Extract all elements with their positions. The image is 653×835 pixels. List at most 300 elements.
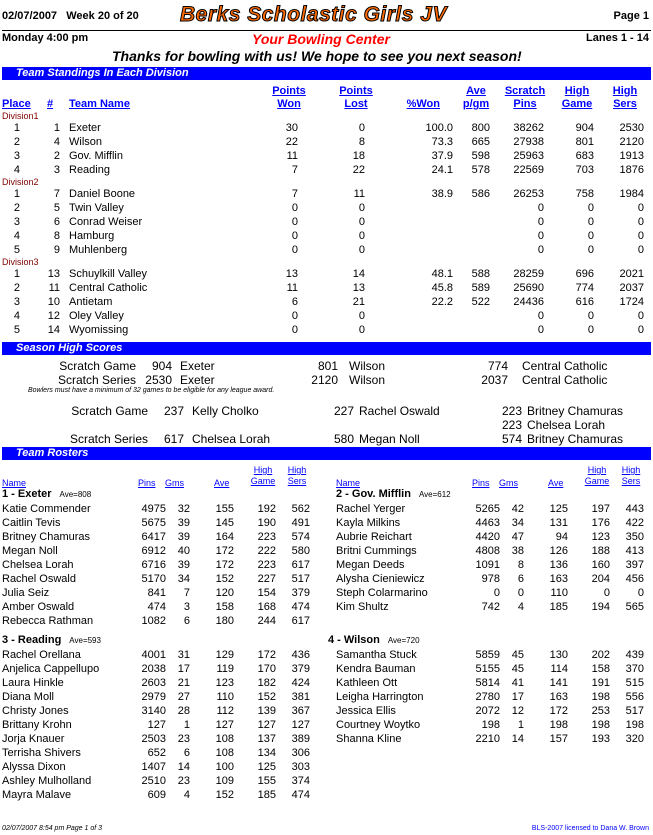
cell-place: 4 [13,310,20,322]
cell-hs: 350 [625,531,644,543]
roster-row [336,600,653,614]
cell-ave: 578 [471,164,490,176]
cell-name: Steph Colarmarino [336,587,428,599]
cell-hg: 0 [587,244,594,256]
standings-row [0,135,653,149]
cell-place: 2 [13,282,20,294]
cell-num: 4 [53,136,60,148]
cell-hs: 1724 [619,296,644,308]
cell-hs: 127 [291,719,310,731]
high-bowler: Megan Noll [359,432,420,446]
cell-pins: 2503 [141,733,166,745]
cell-pins: 2510 [141,775,166,787]
cell-hs: 2037 [619,282,644,294]
roster-row [2,530,322,544]
cell-pins: 652 [147,747,166,759]
high-team: Wilson [349,359,386,373]
cell-ave: 155 [215,503,234,515]
standings-row [0,187,653,201]
high-team: Exeter [180,359,215,373]
cell-name: Britney Chamuras [2,531,91,543]
high-score: 774 [487,359,508,373]
cell-hs: 0 [637,230,644,242]
cell-hg: 193 [591,733,610,745]
cell-gms: 27 [177,691,190,703]
cell-ave: 94 [555,531,568,543]
cell-hs: 1876 [619,164,644,176]
roster-row [336,662,653,676]
cell-name: Chelsea Lorah [2,559,74,571]
cell-pct: 37.9 [431,150,453,162]
cell-ave: 125 [549,503,568,515]
col-ave: Ave p/gm [462,85,490,110]
high-score: 2530 [145,373,172,387]
team-series-label: Scratch Series [57,373,136,387]
rosters-bar: Team Rosters [2,447,651,460]
cell-gms: 34 [177,573,190,585]
cell-num: 6 [53,216,60,228]
cell-hs: 198 [625,719,644,731]
cell-hg: 696 [575,268,594,280]
cell-name: Terrisha Shivers [2,747,81,759]
cell-gms: 23 [177,733,190,745]
roster-row [2,690,322,704]
cell-pins: 2210 [475,733,500,745]
cell-hg: 185 [257,789,276,801]
cell-hs: 491 [291,517,310,529]
cell-hg: 134 [257,747,276,759]
cell-pins: 5265 [475,503,500,515]
cell-ave: 130 [549,649,568,661]
standings-row [0,229,653,243]
cell-name: Courtney Woytko [336,719,421,731]
cell-name: Diana Moll [2,691,54,703]
cell-hs: 374 [291,775,310,787]
col-gms: Gms [165,478,184,488]
cell-hg: 182 [257,677,276,689]
cell-hs: 0 [637,202,644,214]
col-high-series: High Sers [612,85,638,110]
cell-place: 4 [13,164,20,176]
team-name: 1 - Exeter [2,488,52,500]
cell-gms: 38 [511,545,524,557]
division-label: Division2 [2,177,39,187]
cell-ave: 158 [215,601,234,613]
cell-ave: 152 [215,789,234,801]
cell-won: 11 [286,150,298,162]
standings-row [0,295,653,309]
high-bowler: Britney Chamuras [527,432,624,446]
cell-lost: 21 [352,296,365,308]
cell-name: Aubrie Reichart [336,531,412,543]
cell-lost: 0 [358,324,365,336]
cell-hs: 565 [625,601,644,613]
cell-team: Wilson [69,136,103,148]
cell-team: Muhlenberg [69,244,128,256]
cell-gms: 4 [183,789,190,801]
col-num: # [47,98,54,110]
cell-hg: 683 [575,150,594,162]
roster-row [336,718,653,732]
cell-hg: 616 [575,296,594,308]
cell-num: 2 [53,150,60,162]
cell-pins: 2072 [475,705,500,717]
cell-team: Daniel Boone [69,188,136,200]
roster-row [2,718,322,732]
cell-lost: 14 [352,268,365,280]
cell-hs: 2120 [619,136,644,148]
cell-hs: 424 [291,677,310,689]
cell-ave: 110 [550,587,568,599]
cell-num: 11 [48,282,60,294]
cell-ave: 598 [471,150,490,162]
col-name: Name [336,478,361,488]
roster-row [2,676,322,690]
cell-hs: 367 [291,705,310,717]
cell-hs: 306 [291,747,310,759]
team-title [336,488,451,500]
cell-pins: 609 [147,789,166,801]
high-team: Central Catholic [522,359,608,373]
team-title [328,634,420,646]
cell-place: 3 [13,296,20,308]
cell-ave: 198 [549,719,568,731]
cell-pins: 742 [481,601,500,613]
cell-lost: 0 [358,310,365,322]
cell-num: 8 [53,230,60,242]
cell-ave: 522 [471,296,490,308]
cell-hg: 139 [257,705,276,717]
cell-ave: 152 [215,573,234,585]
cell-hs: 422 [625,517,644,529]
day-time: Monday 4:00 pm [2,32,89,44]
cell-hg: 198 [591,719,610,731]
cell-place: 1 [13,268,20,280]
cell-gms: 45 [511,663,524,675]
ind-series-label: Scratch Series [69,432,148,446]
cell-hs: 0 [637,310,644,322]
col-team: Team Name [69,98,130,110]
high-bowler: Rachel Oswald [359,404,440,418]
cell-hg: 253 [591,705,610,717]
roster-row [2,662,322,676]
cell-hg: 194 [591,601,610,613]
cell-hg: 202 [591,649,610,661]
cell-ave: 172 [215,545,234,557]
cell-ave: 164 [215,531,234,543]
cell-gms: 14 [511,733,524,745]
cell-name: Caitlin Tevis [2,517,61,529]
roster-row [2,544,322,558]
cell-pins: 1091 [475,559,500,571]
cell-place: 5 [13,244,20,256]
col-high-game: High Game [250,465,276,486]
eligibility-note: Bowlers must have a minimum of 32 games to be eligible for any league award. [28,387,275,394]
cell-pins: 841 [147,587,166,599]
roster-row [2,516,322,530]
cell-gms: 45 [511,649,524,661]
cell-ave: 180 [215,615,234,627]
roster-row [2,502,322,516]
cell-gms: 0 [517,587,524,599]
cell-name: Megan Deeds [336,559,405,571]
cell-ave: 100 [215,761,234,773]
cell-gms: 1 [517,719,524,731]
cell-pins: 0 [537,230,544,242]
roster-row [336,648,653,662]
cell-won: 13 [285,268,298,280]
roster-row [2,704,322,718]
cell-pins: 6912 [141,545,166,557]
roster-row [336,732,653,746]
cell-lost: 0 [358,202,365,214]
col-pins: Pins [472,478,490,488]
cell-ave: 586 [471,188,490,200]
cell-pins: 127 [147,719,166,731]
cell-hg: 0 [587,202,594,214]
cell-ave: 665 [471,136,490,148]
roster-row [336,530,653,544]
cell-hg: 127 [257,719,276,731]
roster-row [336,544,653,558]
roster-row [2,732,322,746]
cell-gms: 7 [183,587,190,599]
cell-num: 9 [53,244,60,256]
team-average: Ave=720 [387,636,420,645]
cell-hg: 125 [257,761,276,773]
cell-name: Christy Jones [2,705,69,717]
cell-lost: 13 [352,282,365,294]
cell-gms: 8 [517,559,524,571]
cell-place: 5 [13,324,20,336]
cell-gms: 28 [177,705,190,717]
cell-gms: 1 [183,719,190,731]
col-pins: Pins [138,478,156,488]
cell-hs: 580 [291,545,310,557]
cell-pct: 38.9 [431,188,453,200]
cell-hs: 436 [291,649,310,661]
cell-pct: 48.1 [431,268,453,280]
cell-pins: 28259 [513,268,544,280]
cell-pins: 2979 [141,691,166,703]
cell-gms: 41 [511,677,524,689]
cell-lost: 11 [353,188,365,200]
cell-hg: 774 [575,282,594,294]
cell-hg: 188 [591,545,610,557]
cell-hs: 381 [291,691,310,703]
cell-hs: 0 [637,216,644,228]
cell-name: Mayra Malave [2,789,72,801]
roster-row [2,788,322,802]
cell-name: Alysha Cieniewicz [336,573,425,585]
cell-ave: 157 [549,733,568,745]
cell-won: 7 [291,188,298,200]
cell-gms: 34 [511,517,524,529]
cell-pins: 4975 [141,503,166,515]
roster-row [336,690,653,704]
cell-hg: 191 [591,677,610,689]
roster-row [2,558,322,572]
team-name: 3 - Reading [2,634,62,646]
high-bowler: Chelsea Lorah [527,418,606,432]
team-average: Ave=612 [418,490,451,499]
cell-name: Jorja Knauer [2,733,65,745]
standings-row [0,309,653,323]
cell-won: 11 [286,282,298,294]
cell-ave: 172 [549,705,568,717]
cell-gms: 39 [177,517,190,529]
cell-hg: 223 [257,531,276,543]
cell-name: Samantha Stuck [336,649,417,661]
cell-hg: 176 [591,517,610,529]
cell-team: Wyomissing [69,324,129,336]
cell-won: 30 [285,122,298,134]
cell-pins: 5814 [475,677,500,689]
cell-gms: 14 [177,761,190,773]
high-score: 574 [501,432,522,446]
cell-name: Rachel Yerger [336,503,406,515]
high-score: 227 [333,404,354,418]
cell-pins: 27938 [513,136,544,148]
report-date: 02/07/2007 Week 20 of 20 [2,10,139,22]
cell-team: Hamburg [69,230,115,242]
cell-pct: 22.2 [431,296,453,308]
standings-row [0,281,653,295]
cell-pins: 4463 [475,517,500,529]
cell-hg: 0 [587,216,594,228]
roster-row [2,600,322,614]
cell-num: 14 [47,324,60,336]
cell-pins: 474 [147,601,166,613]
cell-hs: 517 [291,573,310,585]
cell-team: Gov. Mifflin [69,150,123,162]
cell-name: Rebecca Rathman [2,615,94,627]
cell-gms: 4 [517,601,524,613]
team-name: 4 - Wilson [328,634,380,646]
cell-name: Ashley Mulholland [2,775,92,787]
col-high-game: High Game [584,465,610,486]
cell-place: 3 [13,150,20,162]
cell-pins: 26253 [513,188,544,200]
cell-ave: 163 [549,691,568,703]
cell-lost: 0 [358,122,365,134]
cell-hg: 204 [591,573,610,585]
cell-pins: 25690 [513,282,544,294]
cell-hs: 556 [625,691,644,703]
season-high-bar: Season High Scores [2,342,651,355]
standings-row [0,163,653,177]
cell-name: Rachel Orellana [2,649,81,661]
cell-ave: 126 [549,545,568,557]
division-label: Division3 [2,257,39,267]
cell-ave: 110 [216,691,234,703]
cell-hg: 172 [257,649,276,661]
cell-ave: 131 [549,517,568,529]
cell-hs: 303 [291,761,310,773]
cell-pins: 4420 [475,531,500,543]
standings-row [0,149,653,163]
team-average: Ave=808 [59,490,92,499]
cell-name: Anjelica Cappellupo [2,663,100,675]
cell-hs: 389 [291,733,310,745]
cell-hs: 474 [291,789,310,801]
cell-gms: 6 [183,615,190,627]
high-bowler: Kelly Cholko [192,404,259,418]
cell-place: 2 [13,202,20,214]
cell-num: 7 [53,188,60,200]
cell-hs: 320 [625,733,644,745]
cell-ave: 141 [549,677,568,689]
cell-hg: 0 [587,324,594,336]
cell-hs: 574 [291,531,310,543]
cell-ave: 172 [215,559,234,571]
cell-hg: 192 [257,503,276,515]
cell-name: Jessica Ellis [336,705,396,717]
cell-ave: 112 [216,705,234,717]
standings-row [0,215,653,229]
cell-team: Schuylkill Valley [69,268,148,280]
cell-ave: 129 [215,649,234,661]
roster-row [2,572,322,586]
cell-hs: 617 [291,559,310,571]
cell-hg: 158 [591,663,610,675]
cell-ave: 185 [549,601,568,613]
cell-hs: 0 [637,587,644,599]
cell-num: 12 [47,310,60,322]
cell-num: 13 [47,268,60,280]
cell-name: Kathleen Ott [336,677,398,689]
cell-lost: 0 [358,216,365,228]
cell-hg: 222 [257,545,276,557]
cell-won: 0 [291,244,298,256]
cell-hg: 160 [591,559,610,571]
cell-pins: 2603 [141,677,166,689]
standings-row [0,243,653,257]
col-gms: Gms [499,478,518,488]
cell-gms: 21 [177,677,190,689]
col-scratch-pins: Scratch Pins [504,85,546,110]
col-name: Name [2,478,27,488]
cell-hs: 517 [625,705,644,717]
cell-gms: 17 [511,691,524,703]
cell-lost: 18 [352,150,365,162]
cell-gms: 23 [177,775,190,787]
cell-pins: 6716 [141,559,166,571]
cell-won: 6 [291,296,298,308]
cell-pins: 5859 [475,649,500,661]
standings-row [0,121,653,135]
cell-won: 0 [291,324,298,336]
cell-hg: 244 [257,615,276,627]
team-name: 2 - Gov. Mifflin [336,488,411,500]
cell-hs: 0 [637,244,644,256]
col-high-game: High Game [561,85,593,110]
high-bowler: Britney Chamuras [527,404,624,418]
cell-hs: 0 [637,324,644,336]
cell-place: 1 [13,122,20,134]
cell-hs: 397 [625,559,644,571]
team-title [2,488,91,500]
cell-team: Conrad Weiser [69,216,143,228]
roster-row [336,676,653,690]
cell-team: Antietam [69,296,113,308]
cell-pins: 5155 [475,663,500,675]
high-score: 904 [151,359,172,373]
cell-pins: 25963 [513,150,544,162]
cell-pins: 4001 [141,649,166,661]
roster-row [2,586,322,600]
cell-pins: 2780 [475,691,500,703]
